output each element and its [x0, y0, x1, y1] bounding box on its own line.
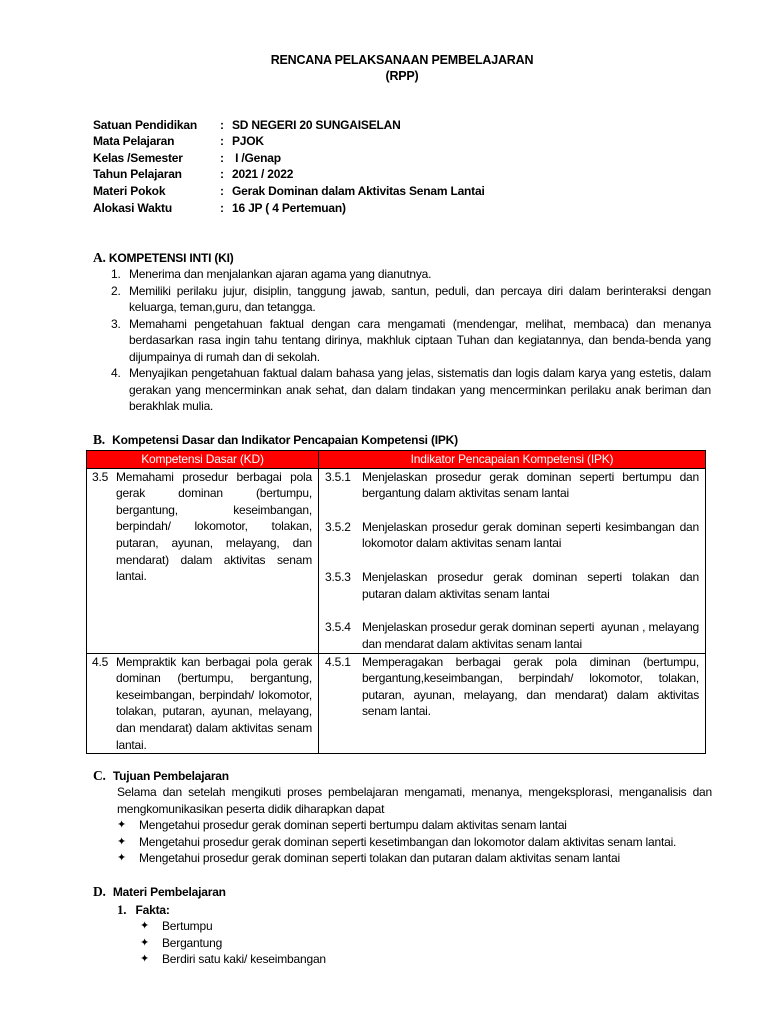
- star-bullet-icon: ✦: [140, 953, 150, 965]
- table-header-kd: Kompetensi Dasar (KD): [87, 451, 319, 469]
- list-item: [117, 850, 717, 867]
- ipk-cell: [319, 468, 706, 653]
- list-item: [140, 918, 326, 935]
- list-text: Memiliki perilaku jujur, disiplin, tanggung jawab, santun, peduli, dan percaya diri dalam berinteraksi dengan keluarga, teman,guru, dan tetangga.: [129, 283, 711, 314]
- ipk-text: Menjelaskan prosedur gerak dominan seperti kesimbangan dan lokomotor dalam aktivitas senam lantai: [362, 519, 699, 551]
- kd-text: Mempraktik kan berbagai pola gerak dominan (bertumpu, bergantung, keseimbangan, berpindah/ lokomotor, tolakan, putaran, ayunan, melayang, dan mendarat) dalam aktivitas senam lantai.: [116, 654, 312, 752]
- ipk-code: 4.5.1: [325, 654, 351, 669]
- list-text: Menyajikan pengetahuan faktual dalam bahasa yang jelas, sistematis dan logis dalam karya yang estetis, dalam gerakan yang mencerminkan anak sehat, dan dalam tindakan yang mencerminkan perilaku anak beriman dan berakhlak mulia.: [129, 366, 711, 413]
- identity-colon: :: [220, 184, 224, 198]
- table-row: [87, 653, 706, 754]
- list-item: [111, 316, 711, 366]
- kd-text: Memahami prosedur berbagai pola gerak dominan (bertumpu, bergantung, keseimbangan, berpindah/ lokomotor, tolakan, putaran, ayunan, melayang, dan mendarat) dalam aktivitas senam lantai.: [116, 469, 312, 584]
- ipk-item: [319, 569, 705, 602]
- section-title: Materi Pembelajaran: [112, 885, 226, 899]
- fakta-subheading: [117, 902, 170, 919]
- section-title: Kompetensi Dasar dan Indikator Pencapaian Kompetensi (IPK): [112, 433, 458, 447]
- list-number: 1.: [111, 267, 121, 281]
- section-letter: B.: [93, 432, 105, 447]
- ipk-code: 3.5.4: [325, 620, 351, 635]
- list-number: 3.: [111, 316, 121, 331]
- identity-colon: :: [220, 118, 224, 132]
- identity-label: Satuan Pendidikan: [93, 118, 197, 132]
- kd-code: 4.5: [92, 654, 109, 669]
- list-text: Menerima dan menjalankan ajaran agama yang dianutnya.: [129, 267, 432, 281]
- identity-label: Materi Pokok: [93, 184, 166, 198]
- section-b-heading: [93, 432, 458, 449]
- ipk-text: Memperagakan berbagai gerak pola diminan (bertumpu, bergantung,keseimbangan, berpindah/ lokomotor, tolakan, putaran, ayunan, melayang, dan mendarat) dalam aktivitas senam lantai.: [362, 654, 699, 719]
- ipk-code: 3.5.2: [325, 519, 351, 534]
- list-item: [117, 834, 717, 851]
- identity-label: Kelas /Semester: [93, 151, 183, 165]
- identity-colon: :: [220, 201, 224, 215]
- section-title: Tujuan Pembelajaran: [112, 769, 229, 783]
- ipk-text: Menjelaskan prosedur gerak dominan seperti ayunan , melayang dan mendarat dalam aktivitas senam lantai: [362, 620, 703, 651]
- list-text: Memahami pengetahuan faktual dengan cara mengamati (mendengar, melihat, membaca) dan menanya berdasarkan rasa ingin tahu tentang dirinya, makhluk ciptaan Tuhan dan kegiatannya, dan benda-benda yang dijumpainya di rumah dan di sekolah.: [129, 316, 711, 364]
- ipk-item: [319, 619, 705, 652]
- fakta-list: [140, 918, 326, 968]
- star-bullet-icon: ✦: [140, 920, 150, 932]
- star-bullet-icon: ✦: [117, 835, 127, 848]
- identity-label: Tahun Pelajaran: [93, 167, 182, 181]
- star-bullet-icon: ✦: [140, 936, 150, 949]
- list-item: [111, 283, 711, 316]
- identity-value: Gerak Dominan dalam Aktivitas Senam Lantai: [232, 184, 485, 198]
- identity-label: Mata Pelajaran: [93, 134, 175, 148]
- section-letter: C.: [93, 768, 106, 783]
- section-d-heading: [93, 884, 226, 901]
- list-text: Mengetahui prosedur gerak dominan seperti tolakan dan putaran dalam aktivitas senam lantai: [139, 851, 620, 865]
- table-header-ipk: Indikator Pencapaian Kompetensi (IPK): [319, 451, 706, 469]
- section-c-intro: Selama dan setelah mengikuti proses pembelajaran mengamati, menanya, mengeksplorasi, menganalisis dan mengkomunikasikan peserta didik diharapkan dapat: [117, 785, 712, 816]
- ki-list: [111, 266, 711, 415]
- list-item: [111, 365, 711, 415]
- identity-value: SD NEGERI 20 SUNGAISELAN: [232, 118, 401, 132]
- sub-title: Fakta:: [135, 903, 170, 917]
- identity-value: PJOK: [232, 134, 264, 148]
- identity-value: 16 JP ( 4 Pertemuan): [232, 201, 346, 215]
- identity-value: I /Genap: [232, 151, 281, 165]
- ipk-item: [319, 519, 705, 552]
- identity-colon: :: [220, 134, 224, 148]
- section-letter: D.: [93, 884, 106, 899]
- ipk-code: 3.5.1: [325, 469, 351, 484]
- ipk-text: Menjelaskan prosedur gerak dominan seperti bertumpu dan bergantung dalam aktivitas senam lantai: [362, 469, 699, 501]
- ipk-code: 3.5.3: [325, 569, 351, 584]
- ipk-cell: [319, 653, 706, 754]
- document-subtitle: (RPP): [385, 69, 419, 83]
- star-bullet-icon: ✦: [117, 852, 127, 864]
- section-c-heading: [93, 768, 229, 785]
- section-letter: A.: [93, 250, 106, 265]
- kd-code: 3.5: [92, 469, 109, 484]
- list-text: Berdiri satu kaki/ keseimbangan: [162, 952, 326, 966]
- identity-colon: :: [220, 167, 224, 181]
- section-a-heading: [93, 250, 234, 267]
- kd-ipk-table: [86, 450, 706, 754]
- list-number: 4.: [111, 366, 121, 380]
- list-text: Bergantung: [162, 935, 223, 950]
- sub-number: 1.: [117, 902, 127, 917]
- identity-colon: :: [220, 151, 224, 165]
- list-item: [117, 817, 717, 834]
- ipk-item: [319, 469, 705, 502]
- kd-cell: [87, 653, 319, 754]
- ipk-item: [319, 654, 705, 720]
- section-title: KOMPETENSI INTI (KI): [108, 251, 234, 265]
- identity-value: 2021 / 2022: [232, 167, 294, 181]
- list-text: Mengetahui prosedur gerak dominan seperti bertumpu dalam aktivitas senam lantai: [139, 818, 567, 832]
- kd-cell: [87, 468, 319, 653]
- ipk-text: Menjelaskan prosedur gerak dominan seperti tolakan dan putaran dalam aktivitas senam lantai: [362, 569, 699, 601]
- tujuan-list: [117, 817, 717, 867]
- list-text: Bertumpu: [162, 919, 213, 933]
- document-title: RENCANA PELAKSANAAN PEMBELAJARAN: [270, 53, 534, 67]
- list-item: [140, 951, 326, 968]
- list-item: [111, 266, 711, 283]
- list-text: Mengetahui prosedur gerak dominan seperti kesetimbangan dan lokomotor dalam aktivitas senam lantai.: [139, 834, 677, 849]
- table-header-row: [87, 451, 706, 469]
- list-item: [140, 935, 326, 952]
- star-bullet-icon: ✦: [117, 819, 127, 831]
- identity-label: Alokasi Waktu: [93, 201, 172, 215]
- list-number: 2.: [111, 283, 121, 298]
- table-row: [87, 468, 706, 653]
